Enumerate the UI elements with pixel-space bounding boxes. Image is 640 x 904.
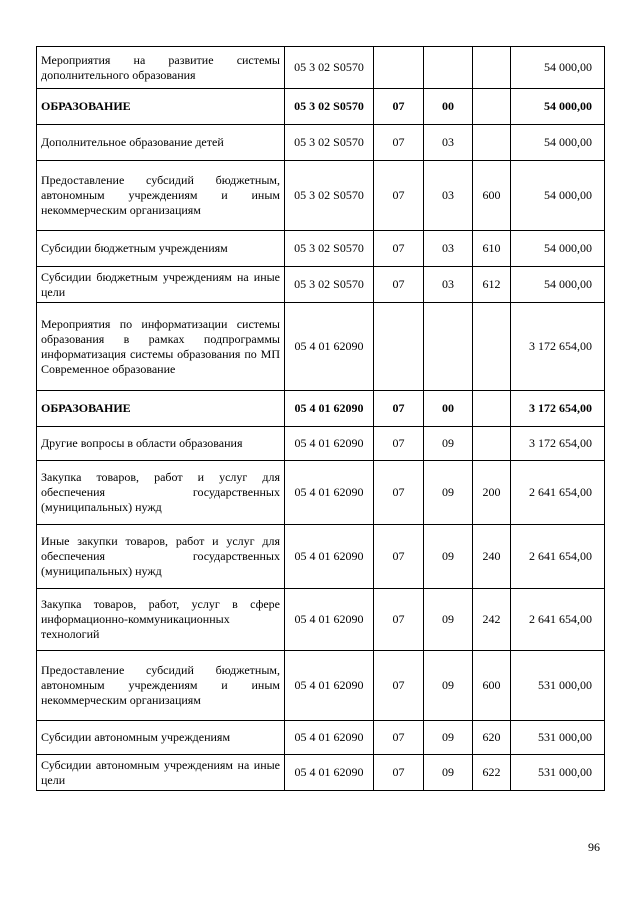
subsection-cell bbox=[424, 47, 473, 89]
section-cell: 07 bbox=[374, 427, 424, 461]
subsection-cell: 03 bbox=[424, 267, 473, 303]
subsection-cell: 03 bbox=[424, 125, 473, 161]
section-cell: 07 bbox=[374, 651, 424, 721]
subsection-cell: 09 bbox=[424, 525, 473, 589]
item-name-cell: Другие вопросы в области образования bbox=[37, 427, 285, 461]
item-name-cell: Субсидии автономным учреждениям на иные цели bbox=[37, 755, 285, 791]
target-article-cell: 05 3 02 S0570 bbox=[285, 89, 374, 125]
table-row bbox=[37, 461, 605, 525]
expense-type-cell: 600 bbox=[473, 651, 511, 721]
item-name-cell: Мероприятия по информатизации системы образования в рамках подпрограммы информатизация системы образования по МП Современное образование bbox=[37, 303, 285, 391]
section-cell: 07 bbox=[374, 89, 424, 125]
target-article-cell: 05 3 02 S0570 bbox=[285, 47, 374, 89]
page-number: 96 bbox=[588, 840, 600, 854]
expense-type-cell bbox=[473, 89, 511, 125]
amount-cell: 54 000,00 bbox=[511, 47, 605, 89]
item-name-cell: ОБРАЗОВАНИЕ bbox=[37, 391, 285, 427]
table-row bbox=[37, 267, 605, 303]
section-cell: 07 bbox=[374, 231, 424, 267]
expense-type-cell: 622 bbox=[473, 755, 511, 791]
amount-cell: 531 000,00 bbox=[511, 651, 605, 721]
target-article-cell: 05 4 01 62090 bbox=[285, 651, 374, 721]
expense-type-cell bbox=[473, 47, 511, 89]
expense-type-cell: 242 bbox=[473, 589, 511, 651]
table-row bbox=[37, 651, 605, 721]
section-cell: 07 bbox=[374, 125, 424, 161]
target-article-cell: 05 4 01 62090 bbox=[285, 755, 374, 791]
table-row bbox=[37, 303, 605, 391]
item-name-cell: Дополнительное образование детей bbox=[37, 125, 285, 161]
section-cell: 07 bbox=[374, 721, 424, 755]
expense-type-cell: 200 bbox=[473, 461, 511, 525]
target-article-cell: 05 3 02 S0570 bbox=[285, 125, 374, 161]
section-cell: 07 bbox=[374, 461, 424, 525]
amount-cell: 531 000,00 bbox=[511, 721, 605, 755]
table-row bbox=[37, 231, 605, 267]
section-cell: 07 bbox=[374, 161, 424, 231]
expense-type-cell: 612 bbox=[473, 267, 511, 303]
item-name-cell: Предоставление субсидий бюджетным, автономным учреждениям и иным некоммерческим организациям bbox=[37, 161, 285, 231]
expense-type-cell bbox=[473, 391, 511, 427]
table-row bbox=[37, 47, 605, 89]
subsection-cell: 09 bbox=[424, 589, 473, 651]
table-row bbox=[37, 161, 605, 231]
subsection-cell: 03 bbox=[424, 231, 473, 267]
subsection-cell bbox=[424, 303, 473, 391]
item-name-cell: Субсидии автономным учреждениям bbox=[37, 721, 285, 755]
item-name-cell: Закупка товаров, работ и услуг для обеспечения государственных (муниципальных) нужд bbox=[37, 461, 285, 525]
budget-table-body bbox=[37, 47, 605, 791]
table-row bbox=[37, 525, 605, 589]
subsection-cell: 00 bbox=[424, 89, 473, 125]
subsection-cell: 00 bbox=[424, 391, 473, 427]
expense-type-cell: 620 bbox=[473, 721, 511, 755]
section-cell: 07 bbox=[374, 755, 424, 791]
item-name-cell: Субсидии бюджетным учреждениям на иные цели bbox=[37, 267, 285, 303]
expense-type-cell bbox=[473, 303, 511, 391]
table-row bbox=[37, 427, 605, 461]
target-article-cell: 05 4 01 62090 bbox=[285, 525, 374, 589]
target-article-cell: 05 4 01 62090 bbox=[285, 391, 374, 427]
item-name-cell: Субсидии бюджетным учреждениям bbox=[37, 231, 285, 267]
item-name-cell: Предоставление субсидий бюджетным, автономным учреждениям и иным некоммерческим организациям bbox=[37, 651, 285, 721]
section-cell: 07 bbox=[374, 525, 424, 589]
subsection-cell: 09 bbox=[424, 461, 473, 525]
expense-type-cell: 600 bbox=[473, 161, 511, 231]
target-article-cell: 05 4 01 62090 bbox=[285, 427, 374, 461]
table-row bbox=[37, 755, 605, 791]
target-article-cell: 05 3 02 S0570 bbox=[285, 231, 374, 267]
table-row bbox=[37, 125, 605, 161]
expense-type-cell bbox=[473, 125, 511, 161]
amount-cell: 54 000,00 bbox=[511, 231, 605, 267]
subsection-cell: 09 bbox=[424, 755, 473, 791]
amount-cell: 54 000,00 bbox=[511, 161, 605, 231]
section-cell bbox=[374, 47, 424, 89]
table-row bbox=[37, 89, 605, 125]
expense-type-cell: 610 bbox=[473, 231, 511, 267]
expense-type-cell: 240 bbox=[473, 525, 511, 589]
amount-cell: 2 641 654,00 bbox=[511, 461, 605, 525]
subsection-cell: 03 bbox=[424, 161, 473, 231]
amount-cell: 3 172 654,00 bbox=[511, 303, 605, 391]
target-article-cell: 05 3 02 S0570 bbox=[285, 161, 374, 231]
section-cell: 07 bbox=[374, 267, 424, 303]
budget-table bbox=[36, 46, 605, 791]
amount-cell: 54 000,00 bbox=[511, 267, 605, 303]
expense-type-cell bbox=[473, 427, 511, 461]
item-name-cell: ОБРАЗОВАНИЕ bbox=[37, 89, 285, 125]
amount-cell: 3 172 654,00 bbox=[511, 427, 605, 461]
item-name-cell: Мероприятия на развитие системы дополнительного образования bbox=[37, 47, 285, 89]
section-cell: 07 bbox=[374, 589, 424, 651]
amount-cell: 54 000,00 bbox=[511, 89, 605, 125]
target-article-cell: 05 4 01 62090 bbox=[285, 589, 374, 651]
table-row bbox=[37, 391, 605, 427]
subsection-cell: 09 bbox=[424, 427, 473, 461]
amount-cell: 3 172 654,00 bbox=[511, 391, 605, 427]
amount-cell: 2 641 654,00 bbox=[511, 589, 605, 651]
section-cell: 07 bbox=[374, 391, 424, 427]
amount-cell: 2 641 654,00 bbox=[511, 525, 605, 589]
target-article-cell: 05 3 02 S0570 bbox=[285, 267, 374, 303]
subsection-cell: 09 bbox=[424, 721, 473, 755]
subsection-cell: 09 bbox=[424, 651, 473, 721]
table-row bbox=[37, 589, 605, 651]
target-article-cell: 05 4 01 62090 bbox=[285, 721, 374, 755]
target-article-cell: 05 4 01 62090 bbox=[285, 303, 374, 391]
section-cell bbox=[374, 303, 424, 391]
target-article-cell: 05 4 01 62090 bbox=[285, 461, 374, 525]
item-name-cell: Закупка товаров, работ, услуг в сфере информационно-коммуникационных технологий bbox=[37, 589, 285, 651]
item-name-cell: Иные закупки товаров, работ и услуг для обеспечения государственных (муниципальных) нужд bbox=[37, 525, 285, 589]
table-row bbox=[37, 721, 605, 755]
amount-cell: 54 000,00 bbox=[511, 125, 605, 161]
amount-cell: 531 000,00 bbox=[511, 755, 605, 791]
